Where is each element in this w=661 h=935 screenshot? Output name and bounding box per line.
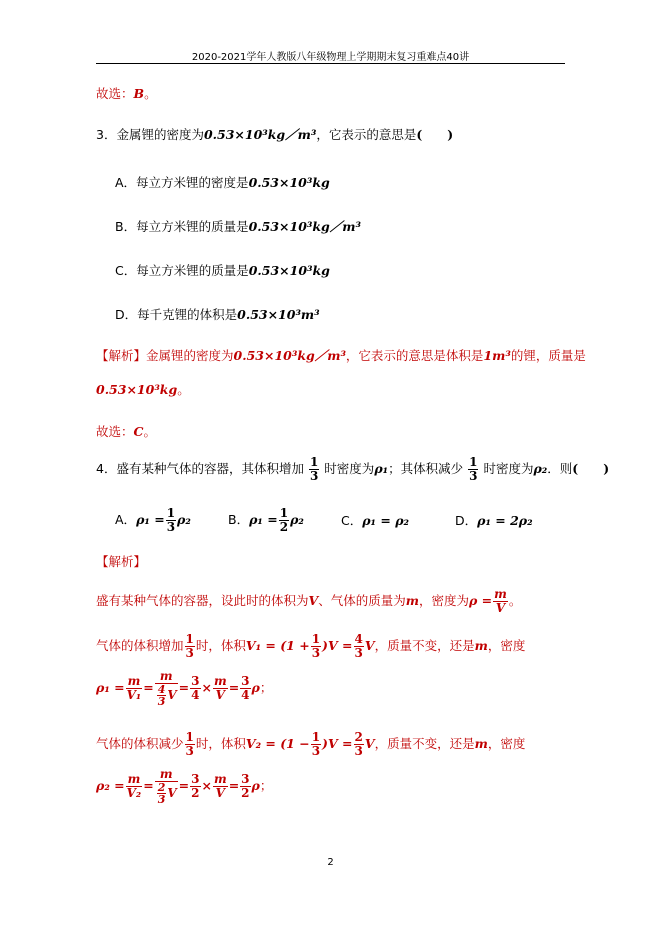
frac-denominator: 2	[279, 520, 289, 534]
q4-dec-fraction-2	[311, 731, 321, 758]
q4-option-a-lhs: ρ₁ =	[136, 512, 165, 527]
q4-increase-line	[96, 633, 525, 660]
q4-inc-fraction-3	[354, 633, 364, 660]
q3-option-d	[115, 307, 320, 323]
frac-denominator: 3	[185, 646, 194, 660]
q4-dec-V2b: )V =	[322, 736, 353, 751]
q4-decrease-density-eq	[96, 768, 272, 805]
q3-option-a-math: 0.53×10³kg	[248, 175, 330, 190]
q4-stem-text-2: 时密度为	[324, 461, 375, 476]
frac-denominator: 3	[311, 744, 321, 758]
q4-semicolon: ；	[259, 680, 273, 695]
q4-dec-text-2: 时，体积	[195, 736, 246, 751]
q4-eq-sign-4: =	[143, 778, 154, 793]
q4-dec-V: V	[364, 736, 375, 751]
q4-line1-text: 盛有某种气体的容器，设此时的体积为	[96, 593, 309, 608]
q4-option-b	[228, 507, 304, 534]
frac-numerator: 1	[311, 632, 321, 646]
q4-line1-text-3: ，密度为	[418, 593, 469, 608]
frac-denominator: V	[215, 786, 225, 800]
q4-inc-V1: V₁ = (1 +	[245, 638, 310, 653]
q4-rho1-frac-2	[155, 670, 178, 707]
q4-line1-text-2: 、气体的质量为	[318, 593, 406, 608]
q4-rho1-lhs: ρ₁ =	[96, 680, 125, 695]
q3-option-c-label: C．每立方米锂的质量是	[115, 263, 249, 278]
frac-numerator: 3	[241, 772, 250, 786]
q4-eq-sign: =	[143, 680, 154, 695]
q4-eq-sign-2: =	[178, 680, 190, 695]
q4-line1-fraction	[493, 588, 508, 615]
frac-numerator: 3	[191, 674, 200, 688]
q4-line1-end: 。	[508, 593, 522, 608]
q4-analysis-tag: 【解析】	[96, 554, 147, 569]
q4-rho2-inner-V: V	[167, 786, 177, 800]
frac-numerator: 1	[185, 730, 194, 744]
frac-numerator: 3	[241, 674, 250, 688]
q4-rho1-inner-fraction	[157, 684, 167, 707]
q3-analysis-math-3: 0.53×10³kg	[96, 382, 178, 397]
q4-inc-text-2: 时，体积	[195, 638, 246, 653]
q3-answer-label: 故选：	[96, 424, 134, 439]
frac-denominator: 2	[191, 786, 200, 800]
frac-numerator: m	[213, 674, 227, 688]
frac-denominator: V₁	[126, 688, 142, 702]
q3-option-b	[115, 219, 361, 235]
q3-analysis-end: 。	[177, 382, 190, 397]
q4-inc-text: 气体的体积增加	[96, 638, 184, 653]
q4-option-d-label: D．	[455, 513, 478, 528]
q3-analysis-cont	[96, 382, 190, 398]
frac-numerator: m	[494, 587, 507, 601]
q4-eq-sign-5: =	[178, 778, 190, 793]
q4-option-c-label: C．	[341, 513, 363, 528]
q4-option-a-fraction	[166, 507, 176, 534]
frac-numerator: 4	[354, 632, 363, 646]
q4-stem-text-4: 时密度为	[483, 461, 534, 476]
q4-dec-fraction-3	[354, 731, 364, 758]
prev-answer-line	[96, 86, 157, 102]
frac-numerator: 1	[311, 730, 321, 744]
frac-numerator: m	[155, 768, 178, 782]
q3-paren: ( )	[416, 127, 454, 142]
q4-inc-m: m	[474, 638, 488, 653]
q4-option-a	[115, 507, 191, 534]
q4-option-b-lhs: ρ₁ =	[249, 512, 278, 527]
q4-option-c-math: ρ₁ = ρ₂	[362, 513, 409, 528]
q3-option-b-math: 0.53×10³kg／m³	[248, 219, 361, 234]
frac-denominator: V₂	[126, 786, 142, 800]
q4-option-a-label: A．	[115, 512, 137, 527]
q3-analysis-tag: 【解析】	[96, 348, 147, 363]
q4-inc-text-3: ，质量不变，还是	[374, 638, 475, 653]
q4-rho1-result-rho: ρ	[251, 680, 260, 695]
q3-analysis	[96, 348, 586, 364]
frac-denominator: 2	[241, 786, 250, 800]
frac-denominator: 4	[191, 688, 200, 702]
q3-analysis-text-2: ，它表示的意思是体积是	[345, 348, 484, 363]
q4-decrease-line	[96, 731, 525, 758]
q3-answer-end: 。	[143, 424, 156, 439]
q4-option-b-fraction	[279, 507, 289, 534]
frac-denominator	[155, 684, 178, 707]
frac-denominator: V	[495, 601, 506, 615]
q4-inc-fraction-1	[185, 633, 195, 660]
frac-denominator: 4	[241, 688, 250, 702]
q4-rho2-inner-fraction	[157, 782, 167, 805]
q3-analysis-text-3: 的锂，质量是	[510, 348, 586, 363]
q4-dec-V2: V₂ = (1 −	[245, 736, 310, 751]
q4-increase-density-eq	[96, 670, 272, 707]
q4-eq-sign-3: =	[228, 680, 240, 695]
q4-dec-text-3: ，质量不变，还是	[374, 736, 475, 751]
q4-rho1-frac-4	[213, 675, 228, 702]
q4-option-b-label: B．	[228, 512, 250, 527]
q4-semicolon-2: ；	[259, 778, 273, 793]
frac-numerator: 3	[191, 772, 200, 786]
q4-line1-rho: ρ =	[468, 593, 493, 608]
q4-dec-text: 气体的体积减少	[96, 736, 184, 751]
q4-rho2-frac-2	[155, 768, 178, 805]
frac-numerator: m	[155, 670, 178, 684]
q4-line1-m: m	[405, 593, 419, 608]
frac-numerator: 1	[279, 506, 289, 520]
frac-denominator: 3	[309, 469, 319, 483]
q4-rho2-frac-4	[213, 773, 228, 800]
q3-option-a-label: A．每立方米锂的密度是	[115, 175, 249, 190]
q4-rho2-frac-1	[126, 773, 143, 800]
q4-option-c	[341, 513, 409, 529]
frac-numerator: m	[127, 674, 141, 688]
q4-analysis-line-1	[96, 588, 521, 615]
q4-stem-text-5: ．则	[547, 461, 573, 476]
q4-stem-rho1: ρ₁	[374, 461, 389, 476]
q3-analysis-text: 金属锂的密度为	[146, 348, 234, 363]
q4-dec-text-4: ，密度	[487, 736, 526, 751]
q4-rho1-inner-V: V	[167, 688, 177, 702]
frac-denominator: 3	[354, 646, 363, 660]
frac-denominator: V	[215, 688, 225, 702]
frac-denominator: 3	[157, 793, 166, 806]
frac-numerator: 1	[469, 455, 478, 469]
q3-stem-text: 3．金属锂的密度为	[96, 127, 204, 142]
q4-stem-rho2: ρ₂	[533, 461, 548, 476]
page-header: 2020-2021学年人教版八年级物理上学期期末复习重难点40讲	[191, 52, 470, 63]
frac-numerator: 2	[354, 730, 363, 744]
frac-denominator	[155, 782, 178, 805]
q4-rho1-frac-5	[240, 675, 250, 702]
q4-inc-V: V	[364, 638, 375, 653]
q4-rho1-frac-1	[126, 675, 143, 702]
frac-denominator: 3	[469, 469, 478, 483]
q4-option-b-rhs: ρ₂	[290, 512, 304, 527]
frac-denominator: 3	[157, 695, 166, 708]
q4-stem-fraction-1	[309, 456, 319, 483]
q3-answer-value: C	[133, 424, 144, 439]
q4-line1-V: V	[308, 593, 319, 608]
q3-answer-line	[96, 424, 156, 440]
q4-rho1-frac-3	[190, 675, 200, 702]
q4-eq-sign-6: =	[228, 778, 240, 793]
q4-option-a-rhs: ρ₂	[177, 512, 191, 527]
answer-label: 故选：	[96, 86, 134, 101]
header-rule	[96, 63, 565, 64]
q4-rho2-lhs: ρ₂ =	[96, 778, 125, 793]
q4-times-sign-2: ×	[201, 778, 212, 793]
q4-inc-fraction-2	[311, 633, 321, 660]
page-number: 2	[327, 857, 334, 868]
q4-inc-text-4: ，密度	[487, 638, 526, 653]
frac-numerator: 1	[309, 455, 319, 469]
frac-numerator: 2	[157, 781, 166, 794]
q4-stem-text-3: ；其体积减少	[388, 461, 464, 476]
frac-denominator: 3	[354, 744, 363, 758]
q3-option-a	[115, 175, 330, 191]
q3-option-d-label: D．每千克锂的体积是	[115, 307, 238, 322]
q3-stem	[96, 127, 453, 143]
q3-stem-text-2: ，它表示的意思是	[316, 127, 417, 142]
q4-stem-text: 4．盛有某种气体的容器，其体积增加	[96, 461, 304, 476]
q4-stem-fraction-2	[468, 456, 478, 483]
q4-rho2-result-rho: ρ	[251, 778, 260, 793]
frac-denominator: 3	[311, 646, 321, 660]
frac-numerator: 4	[157, 683, 166, 696]
q4-dec-m: m	[474, 736, 488, 751]
q3-option-d-math: 0.53×10³m³	[237, 307, 320, 322]
q4-times-sign: ×	[201, 680, 212, 695]
q4-dec-fraction-1	[185, 731, 195, 758]
q3-analysis-math-1: 0.53×10³kg／m³	[233, 348, 346, 363]
q4-stem	[96, 456, 609, 483]
q4-rho2-frac-5	[240, 773, 250, 800]
q4-rho2-frac-3	[190, 773, 200, 800]
q3-option-c	[115, 263, 330, 279]
frac-numerator: 1	[166, 506, 176, 520]
q4-option-d	[455, 513, 533, 529]
q4-inc-V1b: )V =	[322, 638, 353, 653]
q3-option-b-label: B．每立方米锂的质量是	[115, 219, 249, 234]
frac-denominator: 3	[166, 520, 176, 534]
q3-option-c-math: 0.53×10³kg	[248, 263, 330, 278]
q4-paren: ( )	[572, 461, 610, 476]
frac-numerator: m	[213, 772, 227, 786]
answer-value: B	[133, 86, 145, 101]
q4-option-d-math: ρ₁ = 2ρ₂	[477, 513, 533, 528]
q3-stem-density: 0.53×10³kg／m³	[203, 127, 317, 142]
answer-end: 。	[144, 86, 157, 101]
frac-numerator: m	[127, 772, 141, 786]
q3-analysis-math-2: 1m³	[483, 348, 511, 363]
frac-numerator: 1	[185, 632, 194, 646]
frac-denominator: 3	[185, 744, 194, 758]
